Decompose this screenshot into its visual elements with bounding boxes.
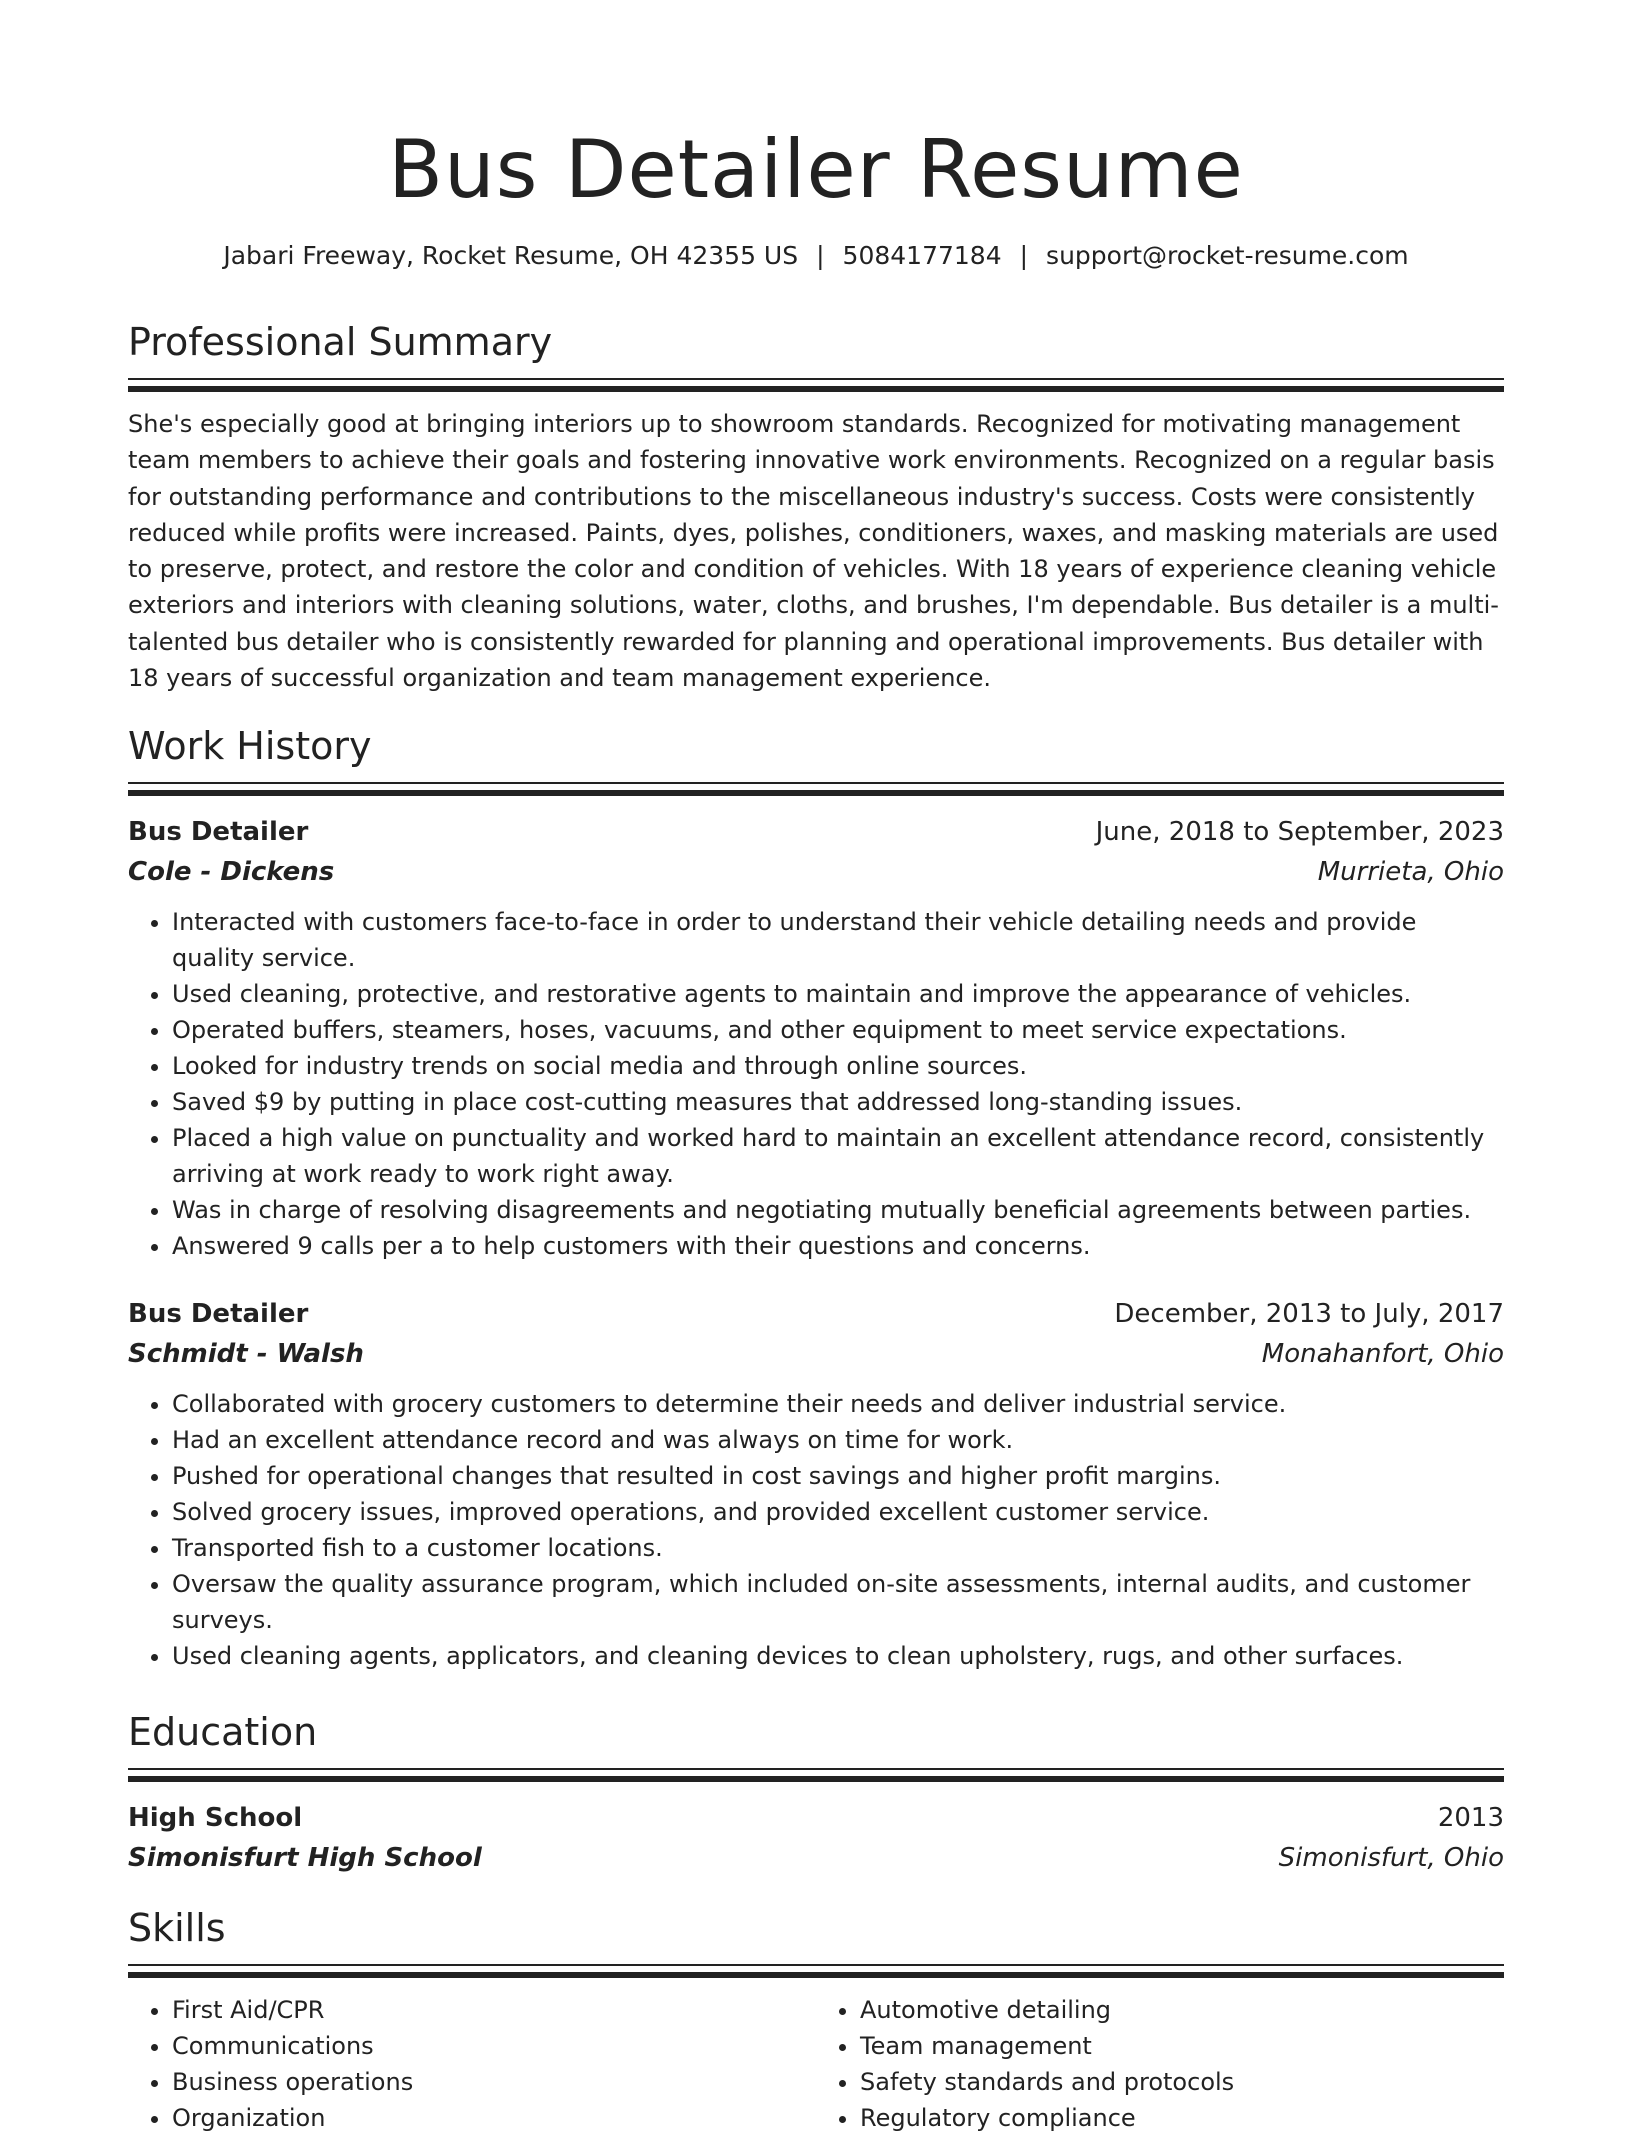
summary-section — [128, 318, 1504, 696]
education-location: Simonisfurt, Ohio — [1278, 1843, 1504, 1873]
skills-list-right — [816, 1992, 1504, 2136]
job-company: Cole - Dickens — [128, 857, 335, 887]
job-header — [128, 812, 1504, 852]
section-divider — [128, 782, 1504, 796]
list-item: • Organization — [172, 2100, 816, 2136]
list-item: • Team management — [860, 2028, 1504, 2064]
list-item: • Collaborated with grocery customers to determine their needs and deliver industrial service. — [172, 1386, 1504, 1422]
list-item: • Oversaw the quality assurance program, which included on-site assessments, internal audits, and customer surveys. — [172, 1566, 1504, 1638]
job-bullets — [128, 1386, 1504, 1674]
contact-phone: 5084177184 — [842, 241, 1002, 270]
skills-columns — [128, 1992, 1504, 2136]
job-location: Murrieta, Ohio — [1317, 857, 1504, 887]
job-company: Schmidt - Walsh — [128, 1339, 364, 1369]
list-item: • Communications — [172, 2028, 816, 2064]
job-dates: December, 2013 to July, 2017 — [1114, 1299, 1504, 1329]
list-item: • Regulatory compliance — [860, 2100, 1504, 2136]
work-history-section — [128, 722, 1504, 1674]
list-item: • Automotive detailing — [860, 1992, 1504, 2028]
education-school: Simonisfurt High School — [128, 1843, 482, 1873]
education-section — [128, 1708, 1504, 1878]
education-header — [128, 1798, 1504, 1838]
resume-title: Bus Detailer Resume — [388, 123, 1244, 216]
list-item: • Business operations — [172, 2064, 816, 2100]
list-item: • Used cleaning, protective, and restorative agents to maintain and improve the appearance of vehicles. — [172, 976, 1504, 1012]
job-title: Bus Detailer — [128, 817, 309, 847]
job-header — [128, 1294, 1504, 1334]
list-item: • Looked for industry trends on social media and through online sources. — [172, 1048, 1504, 1084]
job-subheader — [128, 1334, 1504, 1374]
list-item: • Pushed for operational changes that resulted in cost savings and higher profit margins. — [172, 1458, 1504, 1494]
job-subheader — [128, 852, 1504, 892]
list-item: • Operated buffers, steamers, hoses, vacuums, and other equipment to meet service expectations. — [172, 1012, 1504, 1048]
education-subheader — [128, 1838, 1504, 1878]
job-entry — [128, 1294, 1504, 1674]
job-title: Bus Detailer — [128, 1299, 309, 1329]
list-item: • Interacted with customers face-to-face in order to understand their vehicle detailing needs and provide quality service. — [172, 904, 1504, 976]
education-entry — [128, 1798, 1504, 1878]
education-degree: High School — [128, 1803, 303, 1833]
list-item: • Placed a high value on punctuality and worked hard to maintain an excellent attendance record, consistently arriving at work ready to work right away. — [172, 1120, 1504, 1192]
contact-separator: | — [1019, 241, 1029, 270]
skills-section — [128, 1904, 1504, 2136]
job-location: Monahanfort, Ohio — [1261, 1339, 1504, 1369]
job-dates: June, 2018 to September, 2023 — [1095, 817, 1504, 847]
contact-line — [128, 238, 1504, 274]
education-heading: Education — [128, 1710, 318, 1754]
section-divider — [128, 1768, 1504, 1782]
list-item: • Safety standards and protocols — [860, 2064, 1504, 2100]
summary-text: She's especially good at bringing interiors up to showroom standards. Recognized for motivating management team members to achieve their goals and fostering innovative work environments. Recognized on a regular basis for outstanding performance and contributions to the miscellaneous industry's success. Costs were consistently reduced while profits were increased. Paints, dyes, polishes, conditioners, waxes, and masking materials are used to preserve, protect, and restore the color and condition of vehicles. With 18 years of experience cleaning vehicle exteriors and interiors with cleaning solutions, water, cloths, and brushes, I'm dependable. Bus detailer is a multi-talented bus detailer who is consistently rewarded for planning and operational improvements. Bus detailer with 18 years of successful organization and team management experience. — [128, 410, 1499, 693]
skills-heading: Skills — [128, 1906, 226, 1950]
list-item: • Solved grocery issues, improved operations, and provided excellent customer service. — [172, 1494, 1504, 1530]
section-divider — [128, 1964, 1504, 1978]
job-bullets — [128, 904, 1504, 1264]
work-history-heading: Work History — [128, 724, 372, 768]
education-year: 2013 — [1437, 1803, 1504, 1833]
contact-email: support@rocket-resume.com — [1046, 241, 1409, 270]
contact-separator: | — [816, 241, 825, 270]
list-item: • Used cleaning agents, applicators, and cleaning devices to clean upholstery, rugs, and other surfaces. — [172, 1638, 1504, 1674]
list-item: • First Aid/CPR — [172, 1992, 816, 2028]
summary-heading: Professional Summary — [128, 320, 553, 364]
list-item: • Answered 9 calls per a to help customers with their questions and concerns. — [172, 1228, 1504, 1264]
list-item: • Was in charge of resolving disagreements and negotiating mutually beneficial agreements between parties. — [172, 1192, 1504, 1228]
list-item: • Saved $9 by putting in place cost-cutting measures that addressed long-standing issues. — [172, 1084, 1504, 1120]
skills-list-left — [128, 1992, 816, 2136]
list-item: • Transported fish to a customer locations. — [172, 1530, 1504, 1566]
section-divider — [128, 378, 1504, 392]
job-entry — [128, 812, 1504, 1264]
list-item: • Had an excellent attendance record and was always on time for work. — [172, 1422, 1504, 1458]
contact-address: Jabari Freeway, Rocket Resume, OH 42355 US — [223, 241, 799, 270]
